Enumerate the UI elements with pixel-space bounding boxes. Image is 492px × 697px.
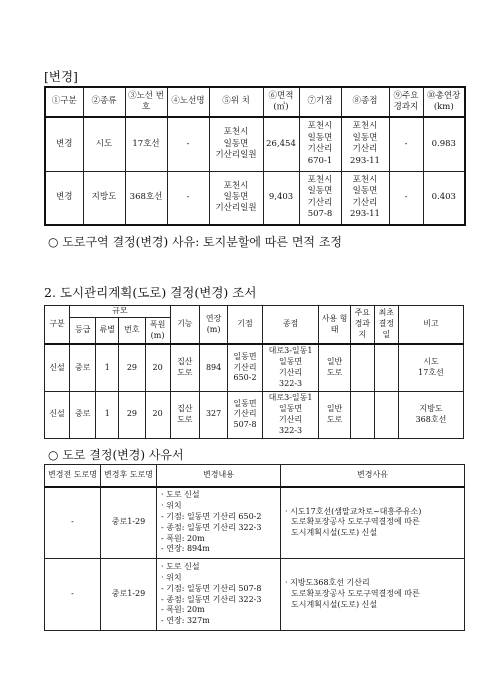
header-area: ⑥면적 (㎡): [263, 87, 299, 117]
header-first-decision: 최초 결정 일: [374, 306, 398, 345]
cell-gubun: 변경: [45, 117, 83, 171]
content-line: - 기점: 일동면 기산리 507-8: [161, 583, 262, 593]
header-start: ⑦기점: [299, 87, 341, 117]
func-line: 집산: [177, 357, 193, 367]
cell-usage: [319, 344, 350, 391]
end-line: 기산리: [278, 368, 303, 378]
content-line: - 연장: 894m: [161, 544, 210, 554]
note-line: 368호선: [415, 414, 447, 424]
cell-reason: [281, 487, 465, 559]
cell-via: -: [389, 117, 423, 171]
start-line: 기산리: [233, 409, 257, 419]
header-route-name: ④노선명: [167, 87, 209, 117]
func-line: 도로: [177, 414, 193, 424]
reason-line: 도시계획시설(도로) 신설: [291, 599, 378, 609]
cell-end: [341, 171, 389, 225]
end-line: 322-3: [279, 378, 303, 388]
cell-area: 26,454: [263, 117, 299, 171]
cell-start: [228, 344, 263, 391]
usage-line: 도로: [326, 368, 343, 378]
header-gubun: ①구분: [45, 87, 83, 117]
start-line: 670-1: [307, 155, 333, 166]
loc-line: 기산리일원: [215, 203, 257, 214]
content-line: - 종점: 일동면 기산리 322-3: [161, 522, 262, 532]
road-change-table: [44, 86, 466, 226]
table-row: [45, 117, 465, 171]
end-line: 기산리: [278, 414, 303, 424]
start-line: 일동면: [307, 186, 333, 197]
header-end: 종점: [262, 306, 319, 345]
header-reason: 변경사유: [281, 465, 465, 487]
cell-grade: 중로: [70, 344, 96, 391]
end-line: 322-3: [279, 425, 303, 435]
start-line: 기산리: [307, 144, 333, 155]
header-width: 폭원 (m): [145, 317, 170, 344]
cell-length: 327: [199, 391, 227, 438]
cell-number: 29: [119, 344, 145, 391]
cell-route-name: -: [167, 171, 209, 225]
start-line: 일동면: [233, 398, 257, 408]
content-line: · 도로 신설: [161, 562, 200, 572]
cell-width: 20: [145, 344, 170, 391]
cell-after: 중로1-29: [101, 559, 157, 631]
start-line: 650-2: [233, 373, 257, 383]
header-start: 기점: [228, 306, 263, 345]
cell-after: 중로1-29: [101, 487, 157, 559]
cell-reason: [281, 559, 465, 631]
usage-line: 일반: [326, 357, 343, 367]
end-line: 293-11: [350, 209, 380, 220]
header-number: 번호: [119, 317, 145, 344]
loc-line: 일동면: [223, 138, 249, 149]
cell-usage: [319, 391, 350, 438]
section-title-reason: ○ 도로 결정(변경) 사유서: [48, 448, 184, 462]
reason-line: 도로확포장공사 도로구역결정에 따른: [291, 517, 420, 527]
table-row: [45, 171, 465, 225]
header-via: 주요 경과 지: [350, 306, 374, 345]
cell-length: 0.403: [423, 171, 465, 225]
end-line: 일동면: [278, 357, 303, 367]
cell-note: [398, 391, 463, 438]
header-grade: 등급: [70, 317, 96, 344]
cell-via: [350, 391, 374, 438]
header-length: 연장 (m): [199, 306, 227, 345]
cell-type: 시도: [83, 117, 125, 171]
note-line: 시도: [423, 357, 439, 367]
end-line: 포천시: [352, 121, 378, 132]
cell-note: [398, 344, 463, 391]
loc-line: 일동면: [223, 192, 249, 203]
start-line: 507-8: [233, 420, 257, 430]
header-end: ⑧종점: [341, 87, 389, 117]
loc-line: 포천시: [223, 180, 249, 191]
start-line: 일동면: [307, 132, 333, 143]
cell-end: [262, 344, 319, 391]
start-line: 포천시: [307, 121, 333, 132]
header-route-no: ③노선 번호: [125, 87, 167, 117]
loc-line: 기산리일원: [215, 149, 257, 160]
cell-route-name: -: [167, 117, 209, 171]
reason-line: 도시계획시설(도로) 신설: [291, 528, 378, 538]
header-before: 변경전 도로명: [45, 465, 101, 487]
cell-start: [299, 171, 341, 225]
cell-type: 지방도: [83, 171, 125, 225]
header-scale: 규모: [70, 306, 171, 318]
end-line: 일동면: [278, 404, 303, 413]
cell-start: [228, 391, 263, 438]
cell-length: 0.983: [423, 117, 465, 171]
header-length: ⑩총연장 (km): [423, 87, 465, 117]
table-row: [45, 344, 464, 391]
cell-area: 9,403: [263, 171, 299, 225]
reason-line: · 지방도368호선 기산리: [285, 578, 370, 588]
content-line: · 위치: [161, 572, 182, 582]
header-usage: 사용 형태: [319, 306, 350, 345]
func-line: 집산: [177, 404, 193, 413]
end-line: 대로3-일동1: [268, 393, 313, 403]
content-line: · 위치: [161, 501, 182, 511]
cell-function: [170, 391, 199, 438]
usage-line: 도로: [326, 414, 343, 424]
section-title-plan: 2. 도시관리계획(도로) 결정(변경) 조서: [44, 285, 257, 300]
header-note: 비고: [398, 306, 463, 345]
cell-first-decision: [374, 344, 398, 391]
cell-number: 29: [119, 391, 145, 438]
cell-end: [341, 117, 389, 171]
header-class: 류별: [96, 317, 119, 344]
cell-first-decision: [374, 391, 398, 438]
cell-route-no: 368호선: [125, 171, 167, 225]
content-line: - 종점: 일동면 기산리 322-3: [161, 594, 262, 604]
cell-before: -: [45, 559, 101, 631]
cell-class: 1: [96, 391, 119, 438]
cell-start: [299, 117, 341, 171]
content-line: - 폭원: 20m: [161, 533, 205, 543]
start-line: 일동면: [233, 351, 257, 361]
header-after: 변경후 도로명: [101, 465, 157, 487]
section-title-change: [변경]: [44, 69, 78, 84]
cell-gubun: 변경: [45, 171, 83, 225]
table-row: [45, 487, 465, 559]
change-reason-note: ○ 도로구역 결정(변경) 사유: 토지분할에 따른 면적 조정: [48, 235, 343, 249]
header-content: 변경내용: [157, 465, 281, 487]
note-line: 지방도: [419, 404, 443, 413]
cell-before: -: [45, 487, 101, 559]
cell-function: [170, 344, 199, 391]
cell-via: -: [389, 171, 423, 225]
cell-via: [350, 344, 374, 391]
end-line: 일동면: [352, 186, 378, 197]
cell-route-no: 17호선: [125, 117, 167, 171]
loc-line: 포천시: [223, 127, 249, 138]
cell-gubun: 신설: [45, 344, 70, 391]
reason-line: · 시도17호선(샘말교차로~대흥주유소): [285, 506, 422, 516]
note-line: 17호선: [418, 368, 444, 378]
header-type: ②종류: [83, 87, 125, 117]
cell-class: 1: [96, 344, 119, 391]
header-gubun: 구분: [45, 306, 70, 345]
content-line: - 연장: 327m: [161, 616, 210, 626]
urban-plan-table: [44, 305, 464, 439]
cell-location: [209, 171, 263, 225]
cell-length: 894: [199, 344, 227, 391]
usage-line: 일반: [326, 404, 343, 413]
reason-line: 도로확포장공사 도로구역결정에 따른: [291, 589, 420, 599]
func-line: 도로: [177, 368, 193, 378]
header-function: 기능: [170, 306, 199, 345]
change-reason-table: [44, 464, 465, 631]
cell-width: 20: [145, 391, 170, 438]
cell-location: [209, 117, 263, 171]
cell-gubun: 신설: [45, 391, 70, 438]
cell-end: [262, 391, 319, 438]
table-row: [45, 559, 465, 631]
end-line: 대로3-일동1: [268, 346, 313, 356]
start-line: 507-8: [307, 209, 333, 220]
end-line: 기산리: [352, 197, 378, 208]
start-line: 포천시: [307, 174, 333, 185]
end-line: 포천시: [352, 174, 378, 185]
header-location: ⑤위 치: [209, 87, 263, 117]
content-line: - 폭원: 20m: [161, 605, 205, 615]
start-line: 기산리: [307, 197, 333, 208]
end-line: 293-11: [350, 155, 380, 166]
cell-content: [157, 487, 281, 559]
end-line: 기산리: [352, 144, 378, 155]
header-via: ⑨주요 경과지: [389, 87, 423, 117]
cell-grade: 중로: [70, 391, 96, 438]
cell-content: [157, 559, 281, 631]
start-line: 기산리: [233, 362, 257, 372]
content-line: · 도로 신설: [161, 490, 200, 500]
content-line: - 기점: 일동면 기산리 650-2: [161, 511, 262, 521]
end-line: 일동면: [352, 132, 378, 143]
table-row: [45, 391, 464, 438]
